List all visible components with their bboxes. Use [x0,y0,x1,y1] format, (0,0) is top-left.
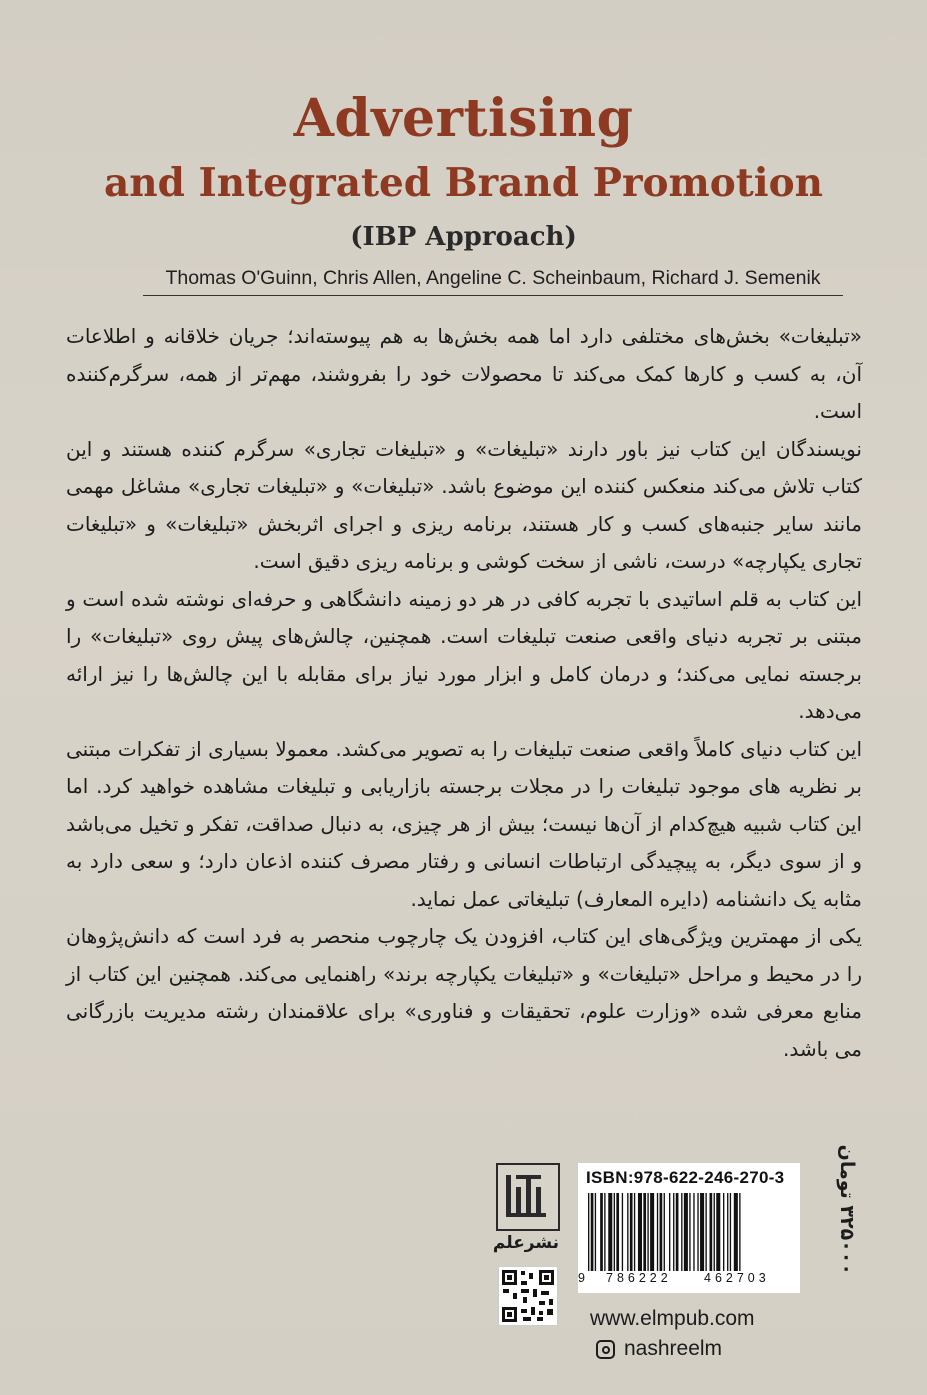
description-paragraph-5: یکی از مهمترین ویژگی‌های این کتاب، افزودن یک چارچوب منحصر به فرد است که دانش‌پژوهان را در محیط و مراحل «تبلیغات» و «تبلیغات یکپارچه برند» راهنمایی می‌کند. همچنین این کتاب از منابع معرفی شده «وزارت علوم، تحقیقات و فناوری» برای علاقمندان رشته مدیریت بازرگانی می باشد. [66,924,862,1061]
price-label: ۳۲۵۰۰۰ تومان [836,1144,858,1275]
description-paragraph-3: این کتاب به قلم اساتیدی با تجربه کافی در هر دو زمینه دانشگاهی و حرفه‌ای نوشته شده است و مبتنی بر تجربه دنیای واقعی صنعت تبلیغات است. همچنین، چالش‌های پیش روی «تبلیغات» را برجسته نمایی می‌کند؛ و درمان کامل و ابزار مورد نیاز برای مقابله با این چالش‌ها را نیز ارائه می‌دهد. [66,586,862,723]
barcode-bars [588,1193,794,1271]
isbn-barcode [578,1163,800,1293]
title-line-2: and Integrated Brand Promotion [103,160,823,206]
barcode-digits [578,1271,800,1289]
qr-code-icon [498,1266,558,1326]
authors-line: Thomas O'Guinn, Chris Allen, Angeline C. Scheinbaum, Richard J. Semenik [143,267,843,296]
social-handle-row [596,1337,816,1363]
instagram-handle: nashreelm [624,1337,723,1360]
publisher-logo-icon [496,1163,560,1231]
publisher-website: www.elmpub.com [590,1307,755,1330]
description-paragraph-1: «تبلیغات» بخش‌های مختلفی دارد اما همه بخش‌ها به هم پیوسته‌اند؛ جریان خلاقانه و اطلاعات آن، به کسب و کارها کمک می‌کند تا محصولات خود را بفروشند، مهم‌تر از همه، سرگرم‌کننده است. [66,324,862,423]
description-paragraph-2: نویسندگان این کتاب نیز باور دارند «تبلیغات» و «تبلیغات تجاری» سرگرم کننده هستند و این کتاب تلاش می‌کند منعکس کننده این موضوع باشد. «تبلیغات» و «تبلیغات تجاری» مشاغل مهمی مانند سایر جنبه‌های کسب و کار هستند، برنامه ریزی و اجرای اثربخش «تبلیغات» و «تبلیغات تجاری یکپارچه» درست، ناشی از سخت کوشی و برنامه ریزی دقیق است. [66,436,862,573]
instagram-icon [596,1340,615,1359]
isbn-number: ISBN:978-622-246-270-3 [586,1168,785,1187]
barcode-digit-first: 9 [578,1271,585,1285]
barcode-digits-right: 462703 [704,1271,770,1285]
title-line-1: Advertising [293,88,634,149]
description-text [66,318,862,1068]
subtitle: (IBP Approach) [350,222,577,252]
description-paragraph-4: این کتاب دنیای کاملاً واقعی صنعت تبلیغات را به تصویر می‌کشد. معمولا بسیاری از تفکرات مبتنی بر نظریه های موجود تبلیغات را در مجلات برجسته بازاریابی و تبلیغات مشاهده خواهید کرد. اما این کتاب شبیه هیچ‌کدام از آن‌ها نیست؛ بیش از هر چیزی، به دنبال صداقت، تفکر و تخیل می‌باشد و از سوی دیگر، به پیچیدگی ارتباطات انسانی و رفتار مصرف کننده اذعان دارد؛ و سعی دارد به مثابه یک دانشنامه (دایره المعارف) تبلیغاتی عمل نماید. [66,736,862,911]
barcode-digits-left: 786222 [606,1271,672,1285]
publisher-name: نشرعلم [492,1233,560,1253]
